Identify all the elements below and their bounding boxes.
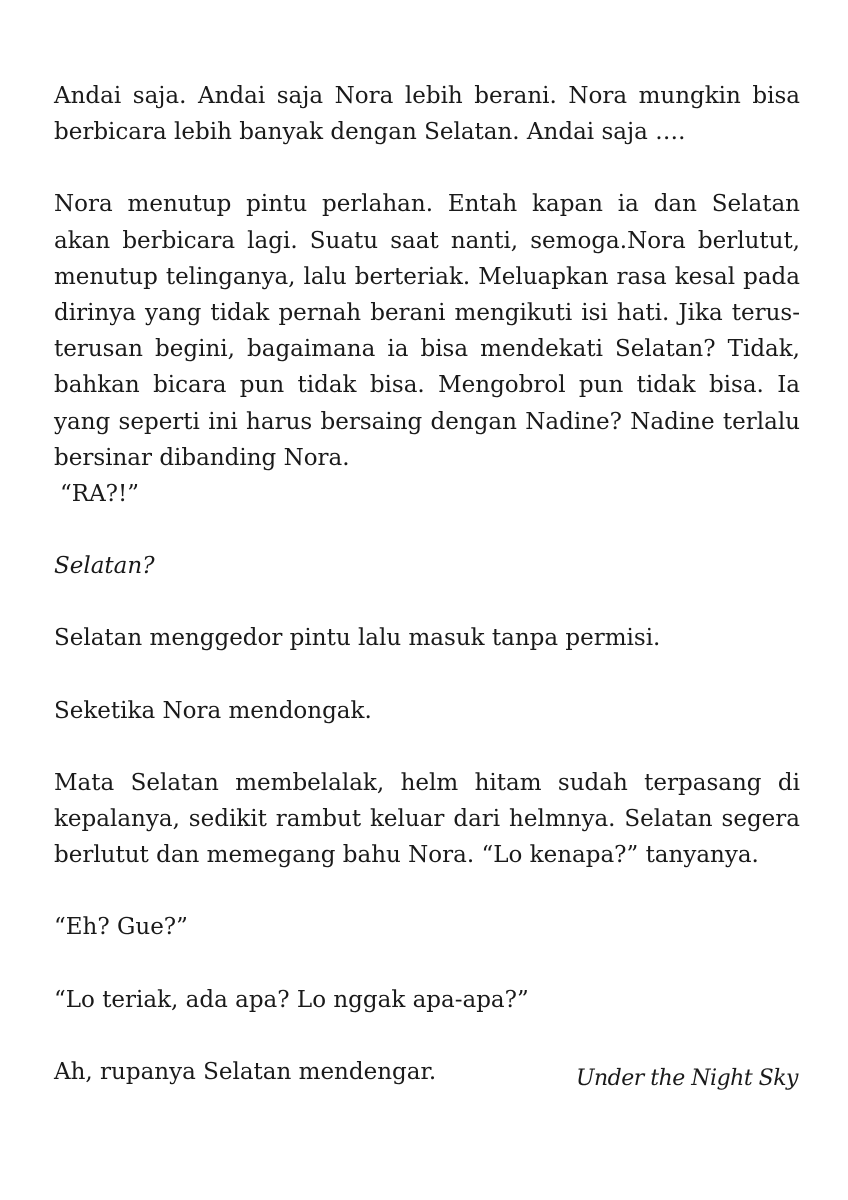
thought-selatan: Selatan? (54, 553, 155, 580)
paragraph-10: Ah, rupanya Selatan mendengar. (54, 1058, 437, 1085)
paragraph-5: Selatan menggedor pintu lalu masuk tanpa permisi. (54, 625, 661, 652)
story-body (54, 78, 800, 1126)
book-title-logo: Under the Night Sky (575, 1066, 798, 1091)
paragraph-6: Seketika Nora mendongak. (54, 697, 372, 724)
paragraph-1: Andai saja. Andai saja Nora lebih berani. Nora mungkin bisa berbicara lebih banyak dengan Selatan. Andai saja …. (54, 83, 800, 146)
dialogue-eh-gue: “Eh? Gue?” (54, 914, 188, 941)
dialogue-lo-teriak: “Lo teriak, ada apa? Lo nggak apa-apa?” (54, 986, 529, 1013)
paragraph-2: Nora menutup pintu perlahan. Entah kapan ia dan Selatan akan berbicara lagi. Suatu saat nanti, semoga.Nora berlutut, menutup telinganya, lalu berteriak. Meluapkan rasa kesal pada dirinya yang tidak pernah berani mengikuti isi hati. Jika terus-terusan begini, bagaimana ia bisa mendekati Selatan? Tidak, bahkan bicara pun tidak bisa. Mengobrol pun tidak bisa. Ia yang seperti ini harus bersaing dengan Nadine? Nadine terlalu bersinar dibanding Nora. (54, 191, 800, 471)
dialogue-ra: “RA?!” (60, 481, 140, 508)
paragraph-7: Mata Selatan membelalak, helm hitam sudah terpasang di kepalanya, sedikit rambut keluar dari helmnya. Selatan segera berlutut dan memegang bahu Nora. “Lo kenapa?” tanyanya. (54, 769, 800, 869)
